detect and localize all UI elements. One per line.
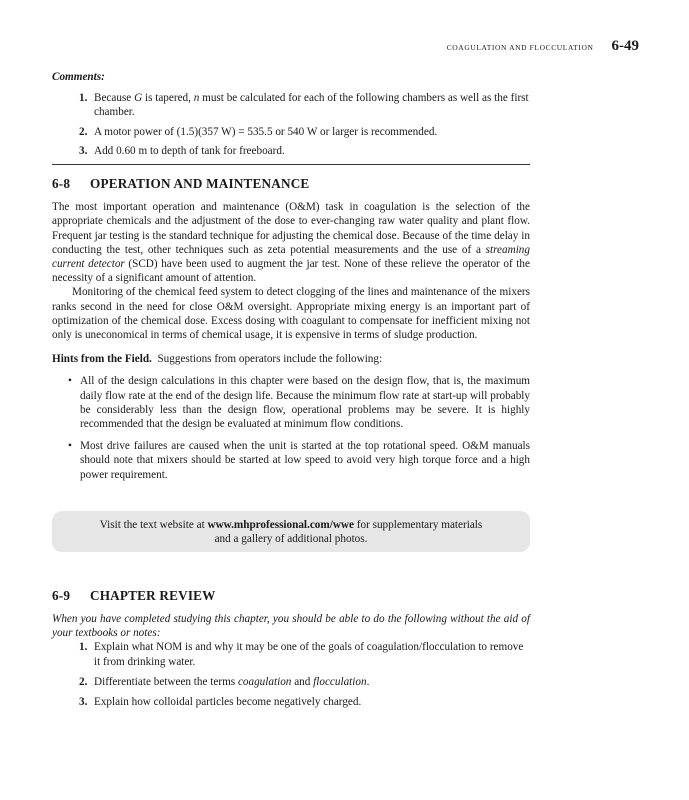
website-callout-box xyxy=(52,511,530,552)
comment-text: A motor power of (1.5)(357 W) = 535.5 or 540 W or larger is recommended. xyxy=(94,125,438,138)
comment-text: is tapered, xyxy=(142,92,194,105)
hint-item xyxy=(52,374,530,431)
callout-line-1 xyxy=(72,518,510,532)
hint-text: Most drive failures are caused when the unit is started at the top rotational speed. O&M manuals should note that mixers should be started at low speed to avoid very high torque force and a high power requirement. xyxy=(80,440,530,481)
term-flocculation: flocculation xyxy=(313,675,367,688)
review-text: Differentiate between the terms xyxy=(94,675,238,688)
section-title: OPERATION AND MAINTENANCE xyxy=(90,176,310,192)
paragraph-om-2: Monitoring of the chemical feed system to detect clogging of the lines and maintenance of the mixers ranks second in the need for close O&M oversight. Appropriate mixing energy is an important part of optimization of the chemical dose. Excess dosing with coagulant to compensate for inefficient mixing not only is uneconomical in terms of chemical usage, it is expensive in terms of sludge production. xyxy=(52,286,530,342)
hints-from-field xyxy=(52,352,530,482)
running-head-title: COAGULATION AND FLOCCULATION xyxy=(446,43,594,52)
divider-rule xyxy=(52,164,530,165)
website-link[interactable]: www.mhprofessional.com/wwe xyxy=(207,518,354,531)
review-text: Explain how colloidal particles become negatively charged. xyxy=(94,696,362,709)
hints-intro: Suggestions from operators include the following: xyxy=(157,353,383,366)
review-list xyxy=(52,640,530,709)
hints-title: Hints from the Field. xyxy=(52,353,152,366)
bullet-icon: • xyxy=(68,440,72,453)
chapter-review-section xyxy=(52,589,530,709)
comment-text: Add 0.60 m to depth of tank for freeboard. xyxy=(94,144,285,157)
page-content xyxy=(52,70,530,715)
comment-item xyxy=(52,125,530,139)
hints-intro-line xyxy=(52,352,530,366)
comments-list xyxy=(52,91,530,158)
comment-number: 3. xyxy=(79,144,88,157)
hint-item xyxy=(52,439,530,482)
section-heading-6-8 xyxy=(52,177,530,191)
review-intro: When you have completed studying this chapter, you should be able to do the following without the aid of your textbooks or notes: xyxy=(52,613,530,640)
review-text: Explain what NOM is and why it may be one of the goals of coagulation/flocculation to remove it from drinking water. xyxy=(94,641,524,668)
section-heading-6-9 xyxy=(52,589,530,603)
comment-item xyxy=(52,144,530,158)
section-number: 6-9 xyxy=(52,587,71,603)
review-number: 3. xyxy=(79,696,88,709)
hints-list xyxy=(52,374,530,481)
comment-number: 2. xyxy=(79,125,88,138)
hint-text: All of the design calculations in this chapter were based on the design flow, that is, the maximum daily flow rate at the end of the design life. Because the minimum flow rate at start-up will probably be considerably less than the design flow, operational problems may be severe. It is highly recommended that the design be evaluated at minimum flow conditions. xyxy=(80,375,530,431)
review-item xyxy=(52,640,530,668)
callout-line-2: and a gallery of additional photos. xyxy=(214,532,368,545)
review-number: 1. xyxy=(79,641,88,654)
comment-item xyxy=(52,91,530,119)
paragraph-text: The most important operation and maintenance (O&M) task in coagulation is the selection of the appropriate chemicals and the adjustment of the dose to ever-changing raw water quality and plant flow. Frequent jar testing is the standard technique for adjusting the chemical dose. Because of the time delay in conducting the test, other techniques such as zeta potential measurements and the use of a xyxy=(52,201,530,256)
section-number: 6-8 xyxy=(52,176,71,192)
paragraph-emphasis: streaming current detector xyxy=(52,243,530,271)
comments-title: Comments: xyxy=(52,71,105,83)
review-text: . xyxy=(366,675,370,688)
review-text: and xyxy=(291,675,314,688)
callout-text: Visit the text website at xyxy=(99,518,208,531)
variable-g: G xyxy=(134,92,143,105)
paragraph-text: (SCD) have been used to augment the jar test. None of these relieve the operator of the necessity of a significant amount of attention. xyxy=(52,258,530,285)
review-item xyxy=(52,695,530,709)
variable-n: n xyxy=(193,92,200,105)
review-number: 2. xyxy=(79,675,88,688)
bullet-icon: • xyxy=(68,375,72,388)
comment-text: Because xyxy=(94,92,135,105)
section-title: CHAPTER REVIEW xyxy=(90,587,216,603)
review-item xyxy=(52,675,530,689)
term-coagulation: coagulation xyxy=(237,675,292,688)
comment-text: must be calculated for each of the following chambers as well as the first chamber. xyxy=(94,92,529,119)
running-head xyxy=(447,38,639,55)
page-number: 6-49 xyxy=(611,38,639,54)
comment-number: 1. xyxy=(79,92,88,105)
paragraph-om-1 xyxy=(52,200,530,285)
callout-text: for supplementary materials xyxy=(353,518,483,531)
